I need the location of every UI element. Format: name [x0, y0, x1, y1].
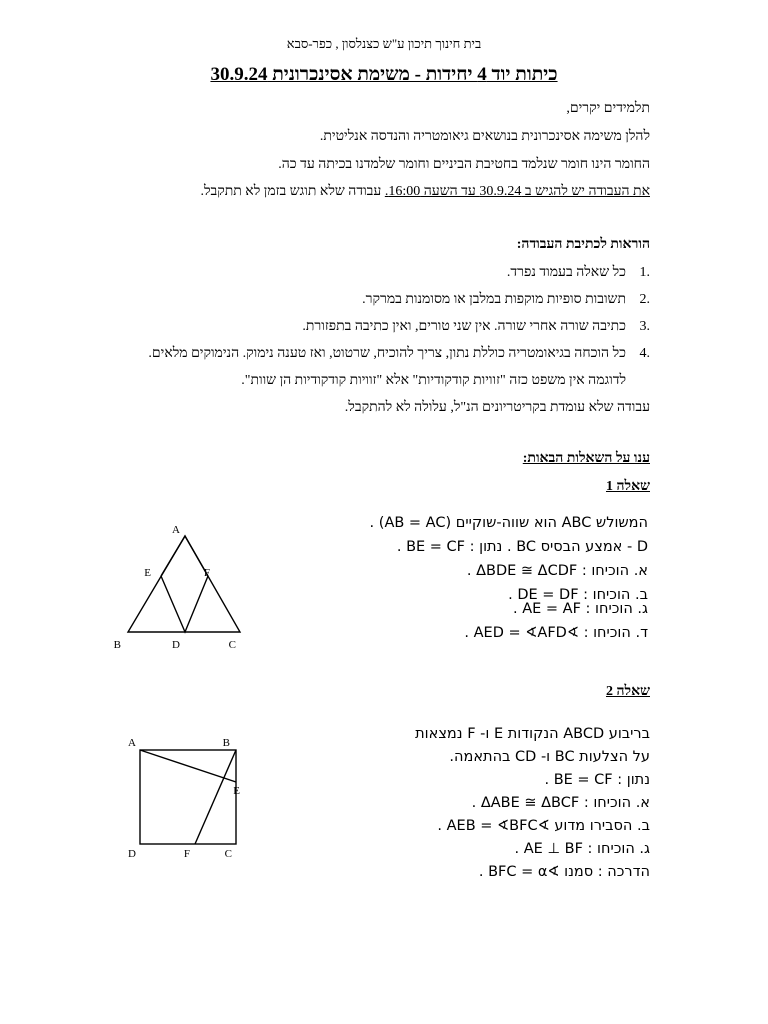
segment-ae	[140, 750, 236, 782]
deadline-underlined: את העבודה יש להגיש ב 30.9.24 עד השעה 16:00.	[384, 184, 650, 199]
q2-line: נתון : BE = CF .	[544, 772, 650, 788]
q1-line: ב. הוכיחו : DE = DF .	[508, 587, 648, 603]
intro-line-1: להלן משימה אסינכרונית בנושאים גיאומטריה והנדסה אנליטית.	[319, 129, 650, 144]
label-c: C	[228, 639, 236, 651]
questions-heading: ענו על השאלות הבאות:	[522, 451, 650, 466]
intro-greeting: תלמידים יקרים,	[566, 101, 650, 116]
instruction-text: כל הוכחה בגיאומטריה כוללת נתון, צריך להוכיח, שרטוט, ואז טענה נימוק. הנימוקים מלאים.	[148, 346, 626, 361]
q1-line: המשולש ABC הוא שווה-שוקיים (AB = AC) .	[369, 515, 648, 531]
label-a: A	[128, 737, 136, 749]
instruction-number: .1	[639, 265, 650, 280]
q2-line: ג. הוכיחו : AE ⊥ BF .	[514, 841, 650, 857]
instruction-number: .3	[639, 319, 650, 334]
label-d: D	[172, 639, 180, 651]
instructions-heading: הוראות לכתיבת העבודה:	[516, 237, 650, 252]
intro-deadline	[200, 184, 650, 200]
instruction-number: .4	[639, 346, 650, 361]
deadline-rest: עבודה שלא תוגש בזמן לא תתקבל.	[200, 184, 385, 199]
school-name: בית חינוך תיכון ע"ש כצנלסון , כפר-סבא	[286, 36, 482, 51]
q2-line: ב. הסבירו מדוע ∢AEB = ∢BFC .	[437, 818, 650, 834]
question-2-label: שאלה 2	[605, 684, 650, 699]
label-a: A	[172, 524, 180, 536]
triangle-diagram	[113, 520, 248, 655]
intro-line-2: החומר הינו חומר שנלמד בחטיבת הביניים וחומר שלמדנו בכיתה עד כה.	[278, 157, 650, 172]
q1-line: D - אמצע הבסיס BC . נתון : BE = CF .	[396, 539, 648, 555]
label-b: B	[222, 737, 230, 749]
triangle-abc	[128, 536, 240, 632]
square-abcd	[140, 750, 236, 844]
instruction-text: תשובות סופיות מוקפות במלבן או מסומנות במרקר.	[362, 292, 626, 307]
segment-bf	[195, 750, 236, 844]
label-d: D	[128, 848, 136, 860]
label-e: E	[144, 567, 151, 579]
q1-line: ד. הוכיחו : ∢AED = ∢AFD .	[464, 625, 648, 641]
q1-line: ג. הוכיחו : AE = AF .	[513, 601, 648, 617]
instruction-text: כתיבה שורה אחרי שורה. אין שני טורים, ואין כתיבה בתפזורת.	[302, 319, 626, 334]
label-f: F	[183, 848, 190, 860]
square-diagram	[128, 732, 258, 862]
q2-line: א. הוכיחו : ΔABE ≅ ΔBCF .	[471, 795, 650, 811]
instruction-warning: עבודה שלא עומדת בקריטריונים הנ"ל, עלולה לא להתקבל.	[344, 400, 650, 415]
segments-ea-af	[161, 536, 208, 576]
label-e: E	[233, 785, 240, 797]
instruction-example: לדוגמה אין משפט כזה "זוויות קודקודיות" אלא "זוויות קודקודיות הן שוות".	[241, 373, 626, 388]
q2-line: על הצלעות BC ו- CD בהתאמה.	[449, 749, 650, 765]
segments-ed-df	[161, 576, 208, 632]
instruction-number: .2	[639, 292, 650, 307]
label-f: F	[203, 567, 210, 579]
q2-line: בריבוע ABCD הנקודות E ו- F נמצאות	[415, 726, 650, 742]
question-1-label: שאלה 1	[605, 479, 650, 494]
page-title: כיתות יוד 4 יחידות - משימת אסינכרונית 30.9.24	[210, 64, 558, 85]
label-c: C	[224, 848, 232, 860]
q1-line: א. הוכיחו : ΔBDE ≅ ΔCDF .	[466, 563, 648, 579]
instruction-text: כל שאלה בעמוד נפרד.	[506, 265, 626, 280]
label-b: B	[113, 639, 121, 651]
q2-hint: הדרכה : סמנו ∢BFC = α .	[478, 864, 650, 880]
